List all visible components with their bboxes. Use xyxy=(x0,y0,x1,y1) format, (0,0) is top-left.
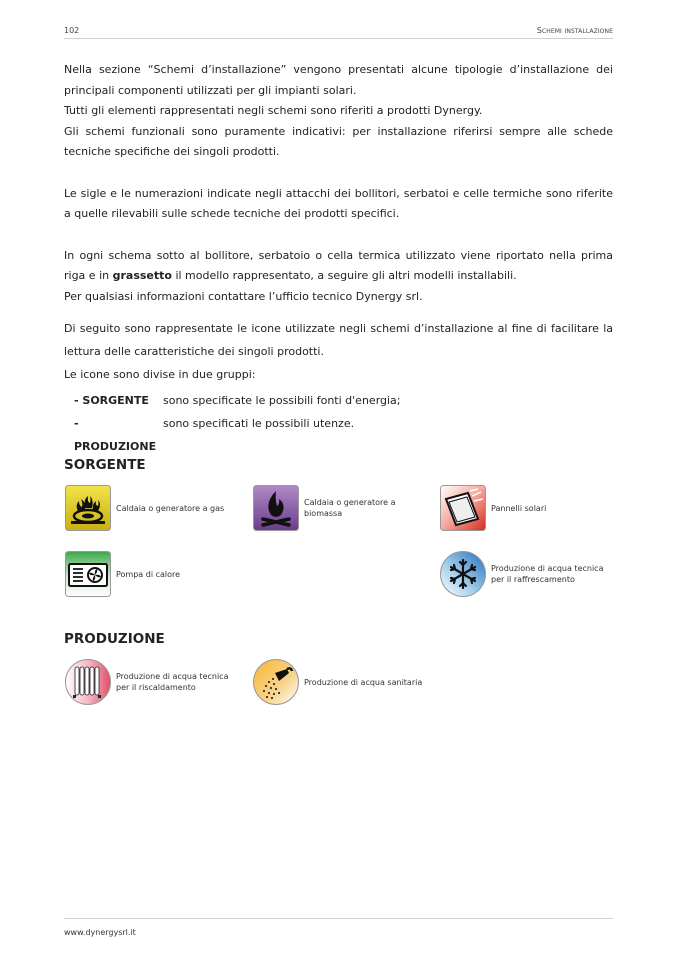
icon-label: Produzione di acqua tecnica per il raffrescamento xyxy=(491,564,604,584)
icon-label: Produzione di acqua tecnica per il riscaldamento xyxy=(116,672,229,692)
icon-label: Pannelli solari xyxy=(491,503,547,513)
icon-label: Produzione di acqua sanitaria xyxy=(304,677,423,687)
paragraph: Nella sezione “Schemi d’installazione” vengono presentati alcune tipologie d’installazione dei principali componenti utilizzati per gli impianti solari. xyxy=(64,63,613,97)
list-item: - SORGENTE sono specificate le possibili fonti d'energia; xyxy=(74,394,401,407)
icon-label: Caldaia o generatore a biomassa xyxy=(304,498,396,518)
solar-panel-icon xyxy=(440,485,486,531)
groups-list xyxy=(74,389,613,458)
footer-divider xyxy=(64,918,613,919)
produzione-item-riscaldamento xyxy=(65,659,228,705)
sorgente-item-biomassa xyxy=(253,485,396,531)
paragraph: In ogni schema sotto al bollitore, serbatoio o cella termica utilizzato viene riportato nella prima riga e in grassetto il modello rappresentato, a seguire gli altri modelli installabili. xyxy=(64,248,613,282)
list-item: - PRODUZIONE sono specificati le possibili utenze. xyxy=(74,417,355,453)
footer-website: www.dynergysrl.it xyxy=(64,928,136,937)
sorgente-heading: SORGENTE xyxy=(64,457,146,473)
paragraph: Le sigle e le numerazioni indicate negli attacchi dei bollitori, serbatoi e celle termiche sono riferite a quelle rilevabili sulle schede tecniche dei prodotti specifici. xyxy=(64,186,613,220)
paragraph: Gli schemi funzionali sono puramente indicativi: per installazione riferirsi sempre alle schede tecniche specifiche dei singoli prodotti. xyxy=(64,124,613,158)
snowflake-icon xyxy=(440,551,486,597)
paragraph: Tutti gli elementi rappresentati negli schemi sono riferiti a prodotti Dynergy. xyxy=(64,104,483,117)
paragraph: Le icone sono divise in due gruppi: xyxy=(64,368,256,381)
page-number: 102 xyxy=(64,26,80,35)
page-header xyxy=(64,22,613,39)
bold-word: grassetto xyxy=(112,269,172,282)
intro-text xyxy=(64,60,613,458)
paragraph: Per qualsiasi informazioni contattare l’ufficio tecnico Dynergy srl. xyxy=(64,289,423,303)
icon-label: Caldaia o generatore a gas xyxy=(116,503,225,513)
shower-icon xyxy=(253,659,299,705)
radiator-icon xyxy=(65,659,111,705)
sorgente-item-gas xyxy=(65,485,224,531)
sorgente-item-solari xyxy=(440,485,546,531)
heat-pump-icon xyxy=(65,551,111,597)
sorgente-item-pompa-calore xyxy=(65,551,180,597)
sorgente-item-raffrescamento xyxy=(440,551,603,597)
icon-label: Pompa di calore xyxy=(116,569,181,579)
section-title: Schemi installazione xyxy=(536,26,613,35)
gas-boiler-icon xyxy=(65,485,111,531)
biomass-fire-icon xyxy=(253,485,299,531)
produzione-heading: PRODUZIONE xyxy=(64,631,165,647)
produzione-item-sanitaria xyxy=(253,659,422,705)
paragraph: Di seguito sono rappresentate le icone utilizzate negli schemi d’installazione al fine di facilitare la lettura delle caratteristiche dei singoli prodotti. xyxy=(64,322,613,358)
